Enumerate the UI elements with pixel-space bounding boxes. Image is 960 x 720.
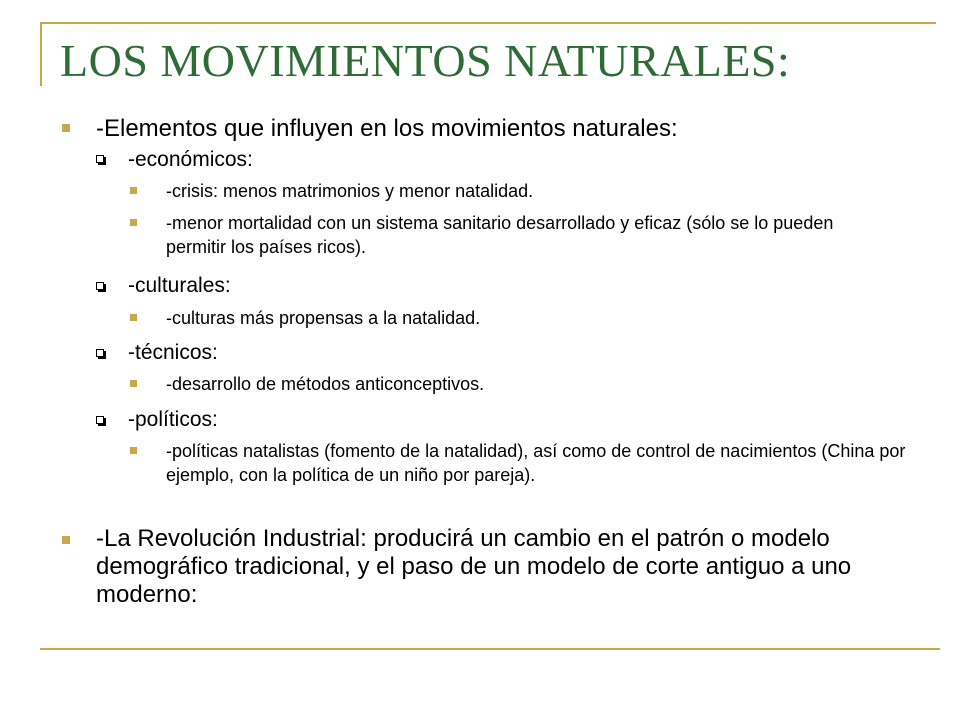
bullet-text: -menor mortalidad con un sistema sanitario desarrollado y eficaz (sólo se lo pueden permitir los países ricos). bbox=[166, 213, 834, 257]
square-bullet-icon bbox=[130, 187, 137, 194]
list-item bbox=[96, 525, 906, 609]
square-bullet-icon bbox=[62, 536, 70, 544]
bullet-text: -políticos: bbox=[128, 408, 218, 431]
list-item bbox=[128, 340, 908, 366]
bottom-divider bbox=[40, 648, 940, 650]
list-item bbox=[166, 439, 906, 487]
top-divider bbox=[40, 22, 936, 24]
checkbox-bullet-icon bbox=[96, 416, 104, 424]
bullet-text: -crisis: menos matrimonios y menor natalidad. bbox=[166, 181, 534, 201]
bullet-text: -técnicos: bbox=[128, 341, 218, 364]
square-bullet-icon bbox=[130, 314, 137, 321]
bullet-text: -La Revolución Industrial: producirá un cambio en el patrón o modelo demográfico tradicional, y el paso de un modelo de corte antiguo a uno moderno: bbox=[96, 525, 852, 608]
square-bullet-icon bbox=[130, 380, 137, 387]
bullet-text: -desarrollo de métodos anticonceptivos. bbox=[166, 374, 485, 394]
list-item bbox=[166, 372, 906, 396]
list-item bbox=[128, 407, 908, 433]
square-bullet-icon bbox=[130, 447, 137, 454]
list-item bbox=[166, 211, 886, 259]
bullet-text: -económicos: bbox=[128, 148, 253, 171]
checkbox-bullet-icon bbox=[96, 282, 104, 290]
slide-title: LOS MOVIMIENTOS NATURALES: bbox=[60, 35, 791, 86]
bullet-text: -políticas natalistas (fomento de la natalidad), así como de control de nacimientos (China por ejemplo, con la política de un niño por pareja). bbox=[166, 441, 906, 485]
list-item bbox=[166, 306, 906, 330]
list-item bbox=[128, 147, 908, 173]
square-bullet-icon bbox=[130, 219, 137, 226]
list-item bbox=[166, 179, 906, 203]
bullet-text: -culturas más propensas a la natalidad. bbox=[166, 308, 481, 328]
list-item bbox=[128, 273, 908, 299]
checkbox-bullet-icon bbox=[96, 349, 104, 357]
checkbox-bullet-icon bbox=[96, 155, 104, 163]
bullet-text: -Elementos que influyen en los movimientos naturales: bbox=[96, 115, 678, 142]
list-item bbox=[96, 115, 896, 143]
square-bullet-icon bbox=[62, 124, 70, 132]
bullet-text: -culturales: bbox=[128, 274, 231, 297]
left-divider bbox=[40, 22, 42, 86]
